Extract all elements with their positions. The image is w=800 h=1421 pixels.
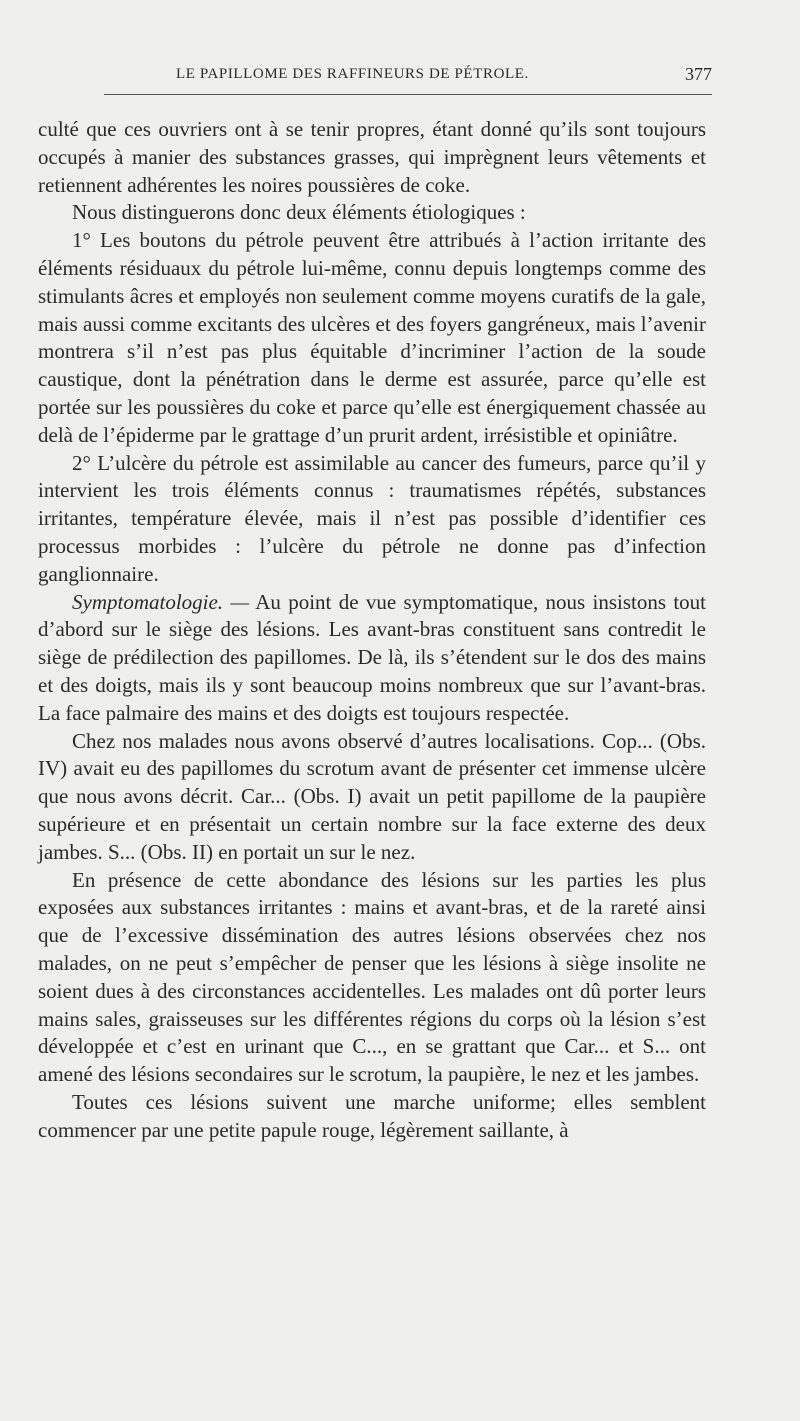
- section-heading: Symptomatologie. —: [72, 589, 250, 614]
- page-header: [104, 60, 712, 95]
- paragraph-4: 2° L’ulcère du pétrole est assimilable au cancer des fumeurs, parce qu’il y intervient les trois éléments connus : traumatismes répétés, substances irritantes, température élevée, mais il n’est pas possible d’identifier ces processus morbides : l’ulcère du pétrole ne donne pas d’infection ganglionnaire.: [38, 450, 706, 586]
- body-text: [38, 116, 706, 1144]
- page-number: 377: [685, 64, 712, 84]
- paragraph-7: En présence de cette abondance des lésions sur les parties les plus exposées aux substances irritantes : mains et avant-bras, et de la rareté ainsi que de l’excessive dissémination des autres lésions observées chez nos malades, on ne peut s’empêcher de penser que les lésions à siège insolite ne soient dues à des circonstances accidentelles. Les malades ont dû porter leurs mains sales, graisseuses sur les différentes régions du corps où la lésion s’est développée et c’est en urinant que C..., en se grattant que Car... et S... ont amené des lésions secondaires sur le scrotum, la paupière, le nez et les jambes.: [38, 867, 706, 1087]
- paragraph-3: 1° Les boutons du pétrole peuvent être attribués à l’action irritante des éléments résiduaux du pétrole lui-même, connu depuis longtemps comme des stimulants âcres et employés non seulement comme moyens curatifs de la gale, mais aussi comme excitants des ulcères et des foyers gangréneux, mais l’avenir montrera s’il n’est pas plus équitable d’incriminer l’action de la soude caustique, dont la pénétration dans le derme est assurée, parce qu’elle est portée sur les poussières du coke et parce qu’elle est énergiquement chassée au delà de l’épiderme par le grattage d’un prurit ardent, irrésistible et opiniâtre.: [38, 228, 706, 447]
- paragraph-8: Toutes ces lésions suivent une marche uniforme; elles semblent commencer par une petite papule rouge, légèrement saillante, à: [38, 1089, 706, 1142]
- paragraph-2: Nous distinguerons donc deux éléments étiologiques :: [72, 200, 526, 225]
- running-title: LE PAPILLOME DES RAFFINEURS DE PÉTROLE.: [176, 66, 529, 82]
- paragraph-5-text: Au point de vue symptomatique, nous insistons tout d’abord sur le siège des lésions. Les avant-bras constituent sans contredit le siège de prédilection des papillomes. De là, ils s’étendent sur le dos des mains et des doigts, mais ils y sont beaucoup moins nombreux que sur l’avant-bras. La face palmaire des mains et des doigts est toujours respectée.: [38, 589, 707, 725]
- paragraph-5: [38, 589, 706, 728]
- paragraph-1: culté que ces ouvriers ont à se tenir propres, étant donné qu’ils sont toujours occupés à manier des substances grasses, qui imprègnent leurs vêtements et retiennent adhérentes les noires poussières de coke.: [38, 117, 706, 197]
- paragraph-6: Chez nos malades nous avons observé d’autres localisations. Cop... (Obs. IV) avait eu des papillomes du scrotum avant de présenter cet immense ulcère que nous avons décrit. Car... (Obs. I) avait un petit papillome de la paupière supérieure et en présentait un certain nombre sur la face externe des deux jambes. S... (Obs. II) en portait un sur le nez.: [38, 728, 706, 864]
